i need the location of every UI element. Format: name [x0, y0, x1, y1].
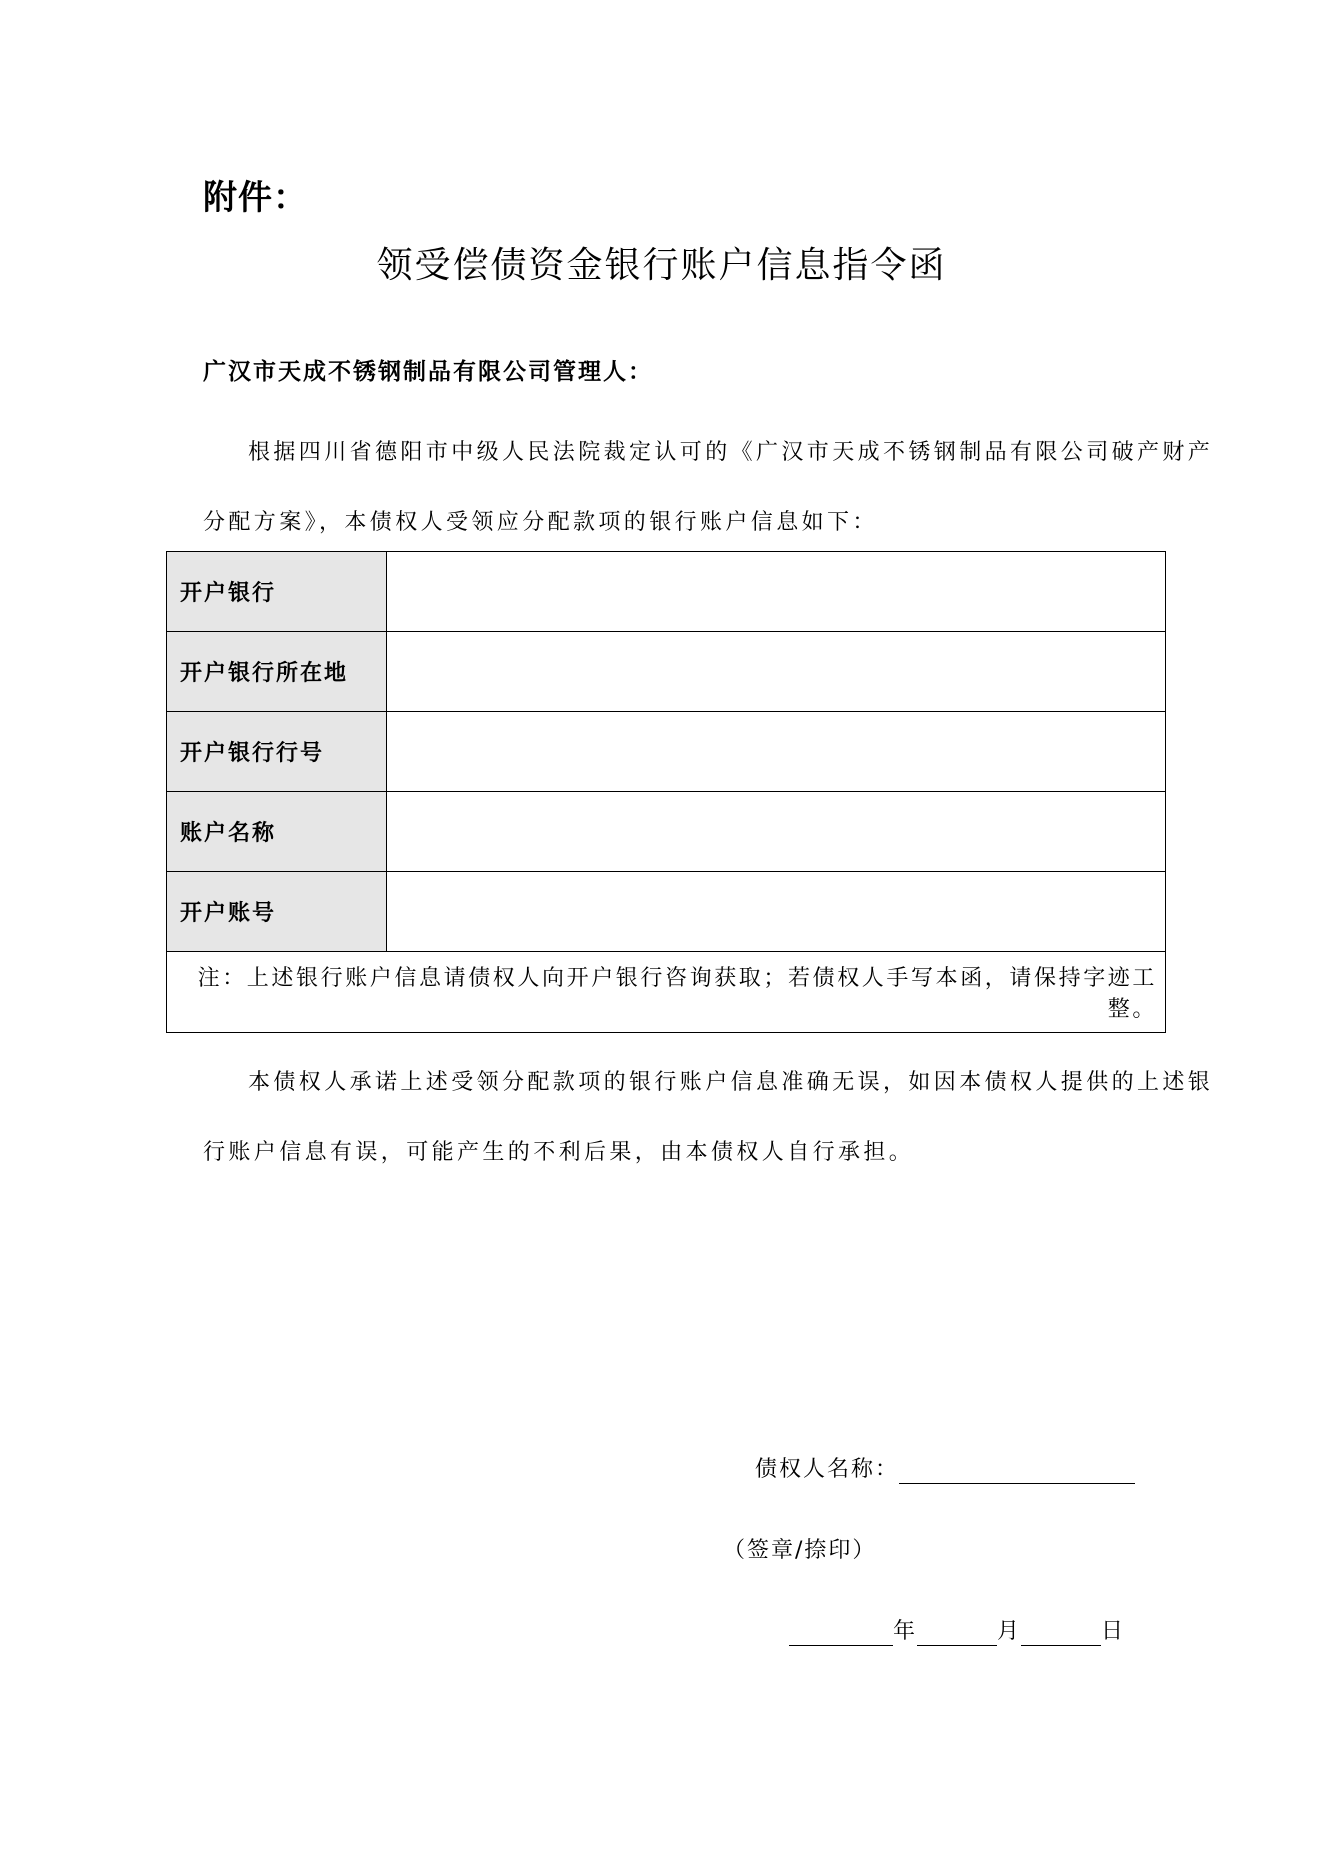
row-label-bank-location: 开户银行所在地 — [167, 632, 387, 712]
table-row — [167, 632, 1166, 712]
account-name-field[interactable] — [387, 792, 1166, 872]
account-number-field[interactable] — [387, 872, 1166, 952]
bank-code-field[interactable] — [387, 712, 1166, 792]
row-label-account-number: 开户账号 — [167, 872, 387, 952]
attachment-label: 附件： — [203, 178, 308, 218]
table-row — [167, 872, 1166, 952]
creditor-name-line[interactable] — [899, 1455, 1135, 1484]
table-row — [167, 552, 1166, 632]
row-label-bank: 开户银行 — [167, 552, 387, 632]
creditor-name-label: 债权人名称： — [755, 1457, 900, 1482]
table-note-row — [167, 952, 1166, 1033]
intro-line-2: 分配方案》，本债权人受领应分配款项的银行账户信息如下： — [203, 510, 878, 535]
year-line[interactable] — [789, 1617, 893, 1646]
day-label: 日 — [1101, 1619, 1126, 1644]
intro-line-1: 根据四川省德阳市中级人民法院裁定认可的《广汉市天成不锈钢制品有限公司破产财产 — [248, 440, 1214, 465]
bank-location-field[interactable] — [387, 632, 1166, 712]
row-label-bank-code: 开户银行行号 — [167, 712, 387, 792]
row-label-account-name: 账户名称 — [167, 792, 387, 872]
bank-info-table — [166, 551, 1166, 1033]
creditor-name-row — [755, 1450, 1135, 1490]
table-note: 注：上述银行账户信息请债权人向开户银行咨询获取；若债权人手写本函，请保持字迹工整。 — [167, 952, 1166, 1033]
intro-paragraph — [203, 433, 1214, 543]
bank-name-field[interactable] — [387, 552, 1166, 632]
month-label: 月 — [997, 1619, 1022, 1644]
year-label: 年 — [893, 1619, 918, 1644]
day-line[interactable] — [1021, 1617, 1101, 1646]
document-title: 领受偿债资金银行账户信息指令函 — [376, 245, 947, 286]
addressee: 广汉市天成不锈钢制品有限公司管理人： — [203, 359, 653, 385]
date-row — [789, 1612, 1125, 1652]
seal-note: （签章/捺印） — [723, 1538, 877, 1563]
commitment-line-1: 本债权人承诺上述受领分配款项的银行账户信息准确无误，如因本债权人提供的上述银 — [248, 1070, 1214, 1095]
commitment-paragraph — [203, 1063, 1214, 1173]
table-row — [167, 792, 1166, 872]
month-line[interactable] — [917, 1617, 997, 1646]
table-row — [167, 712, 1166, 792]
commitment-line-2: 行账户信息有误，可能产生的不利后果，由本债权人自行承担。 — [203, 1140, 915, 1165]
